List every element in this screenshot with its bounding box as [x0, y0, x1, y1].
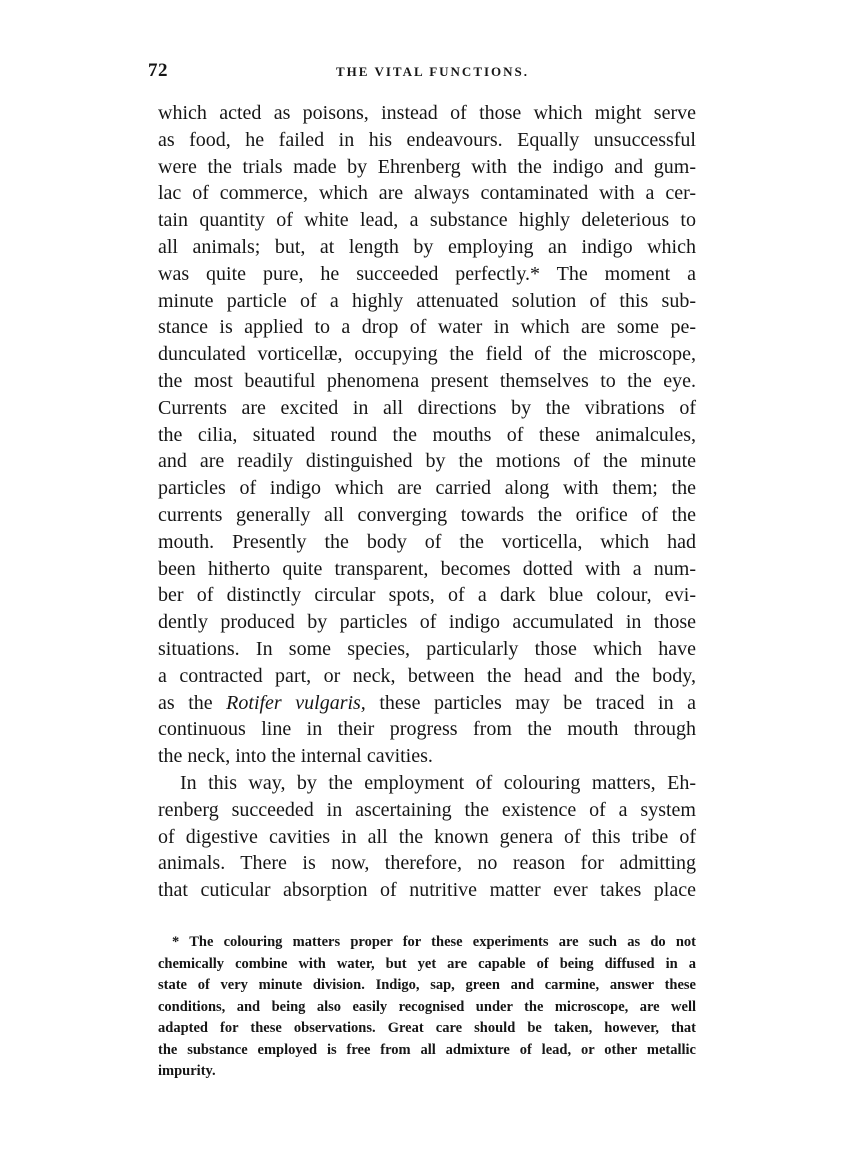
text-line: tain quantity of white lead, a substance highly deleterious to	[158, 209, 696, 232]
footnote	[158, 932, 696, 1083]
text-line: dently produced by particles of indigo accumulated in those	[158, 611, 696, 634]
footnote-line: state of very minute division. Indigo, sap, green and carmine, answer these	[158, 977, 696, 993]
text-fragment: as the	[158, 691, 227, 714]
text-line: currents generally all converging towards the orifice of the	[158, 503, 696, 526]
text-line: as food, he failed in his endeavours. Equally unsuccessful	[158, 128, 696, 151]
text-line: lac of commerce, which are always contaminated with a cer-	[158, 182, 696, 205]
text-line: the cilia, situated round the mouths of these animalcules,	[158, 423, 696, 446]
paragraph-1	[158, 100, 696, 770]
footnote-line: * The colouring matters proper for these experiments are such as do not	[172, 934, 696, 950]
running-head: THE VITAL FUNCTIONS.	[336, 64, 530, 79]
text-line: renberg succeeded in ascertaining the existence of a system	[158, 798, 696, 821]
body-text	[158, 100, 696, 904]
text-line: were the trials made by Ehrenberg with the indigo and gum-	[158, 155, 696, 178]
text-line: particles of indigo which are carried along with them; the	[158, 477, 696, 500]
text-fragment: these particles may be traced in a	[365, 691, 696, 714]
species-name: Rotifer vulgaris,	[226, 691, 366, 714]
text-line: animals. There is now, therefore, no reason for admitting	[158, 852, 696, 875]
text-line: been hitherto quite transparent, becomes dotted with a num-	[158, 557, 696, 580]
text-line: the most beautiful phenomena present themselves to the eye.	[158, 369, 696, 392]
text-line: mouth. Presently the body of the vorticella, which had	[158, 530, 696, 553]
text-line: all animals; but, at length by employing an indigo which	[158, 235, 696, 258]
footnote-line: adapted for these observations. Great care should be taken, however, that	[158, 1020, 696, 1036]
text-line: Currents are excited in all directions by the vibrations of	[158, 396, 696, 419]
text-line: minute particle of a highly attenuated solution of this sub-	[158, 289, 696, 312]
text-line: In this way, by the employment of colouring matters, Eh-	[180, 771, 696, 794]
paragraph-2	[158, 770, 696, 904]
text-line-rotifer	[158, 690, 696, 717]
footnote-line: the substance employed is free from all admixture of lead, or other metallic	[158, 1041, 696, 1058]
text-line: continuous line in their progress from the mouth through	[158, 718, 696, 741]
text-line: was quite pure, he succeeded perfectly.* The moment a	[158, 262, 696, 285]
footnote-line: conditions, and being also easily recognised under the microscope, are well	[158, 998, 696, 1015]
text-line: stance is applied to a drop of water in which are some pe-	[158, 316, 696, 339]
text-line: that cuticular absorption of nutritive matter ever takes place	[158, 879, 696, 902]
text-line: of digestive cavities in all the known genera of this tribe of	[158, 825, 696, 848]
text-line: dunculated vorticellæ, occupying the field of the microscope,	[158, 343, 696, 366]
text-line: situations. In some species, particularly those which have	[158, 637, 696, 660]
page-header	[148, 60, 698, 84]
text-line: a contracted part, or neck, between the head and the body,	[158, 664, 696, 687]
page-number: 72	[148, 60, 168, 81]
footnote-line: impurity.	[158, 1063, 216, 1079]
footnote-line: chemically combine with water, but yet are capable of being diffused in a	[158, 955, 696, 972]
text-line: the neck, into the internal cavities.	[158, 745, 433, 768]
text-line: ber of distinctly circular spots, of a dark blue colour, evi-	[158, 584, 696, 607]
text-line: which acted as poisons, instead of those which might serve	[158, 102, 696, 124]
text-line: and are readily distinguished by the motions of the minute	[158, 450, 696, 473]
